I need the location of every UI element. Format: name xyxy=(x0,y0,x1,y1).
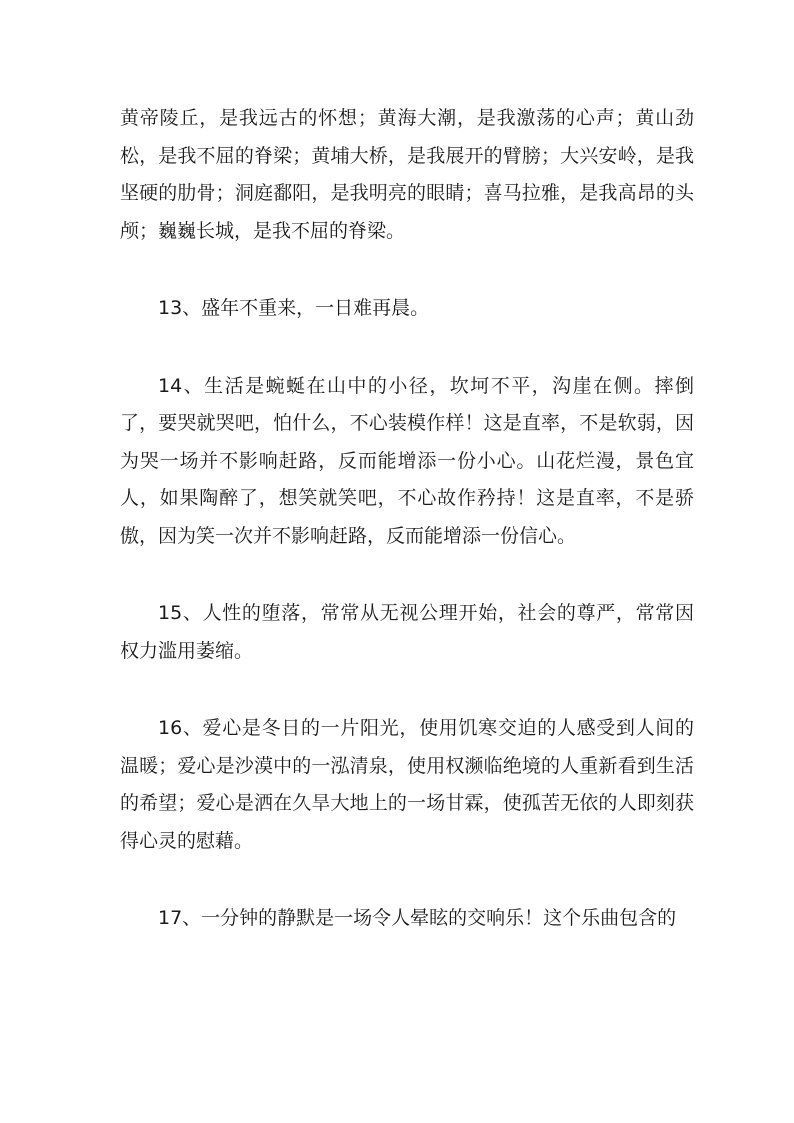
paragraph-yellow-emperor: 黄帝陵丘，是我远古的怀想；黄海大潮，是我激荡的心声；黄山劲松，是我不屈的脊梁；黄埔大桥，是我展开的臂膀；大兴安岭，是我坚硬的肋骨；洞庭鄱阳，是我明亮的眼睛；喜马拉雅，是我高昂的头颅；巍巍长城，是我不屈的脊梁。 xyxy=(120,107,694,242)
paragraph-14: 14、生活是蜿蜒在山中的小径，坎坷不平，沟崖在侧。摔倒了，要哭就哭吧，怕什么，不心装模作样！这是直率，不是软弱，因为哭一场并不影响赶路，反而能增添一份小心。山花烂漫，景色宜人，如果陶醉了，想笑就笑吧，不心故作矜持！这是直率，不是骄傲，因为笑一次并不影响赶路，反而能增添一份信心。 xyxy=(120,374,694,547)
paragraph-15: 15、人性的堕落，常常从无视公理开始，社会的尊严，常常因权力滥用萎缩。 xyxy=(120,602,694,662)
document-body xyxy=(120,100,694,978)
paragraph-13: 13、盛年不重来，一日难再晨。 xyxy=(158,297,430,319)
paragraph-16: 16、爱心是冬日的一片阳光，使用饥寒交迫的人感受到人间的温暖；爱心是沙漠中的一泓清泉，使用权濒临绝境的人重新看到生活的希望；爱心是洒在久旱大地上的一场甘霖，使孤苦无依的人即刻获得心灵的慰藉。 xyxy=(120,717,694,852)
paragraph-17: 17、一分钟的静默是一场令人晕眩的交响乐！这个乐曲包含的 xyxy=(158,907,677,929)
